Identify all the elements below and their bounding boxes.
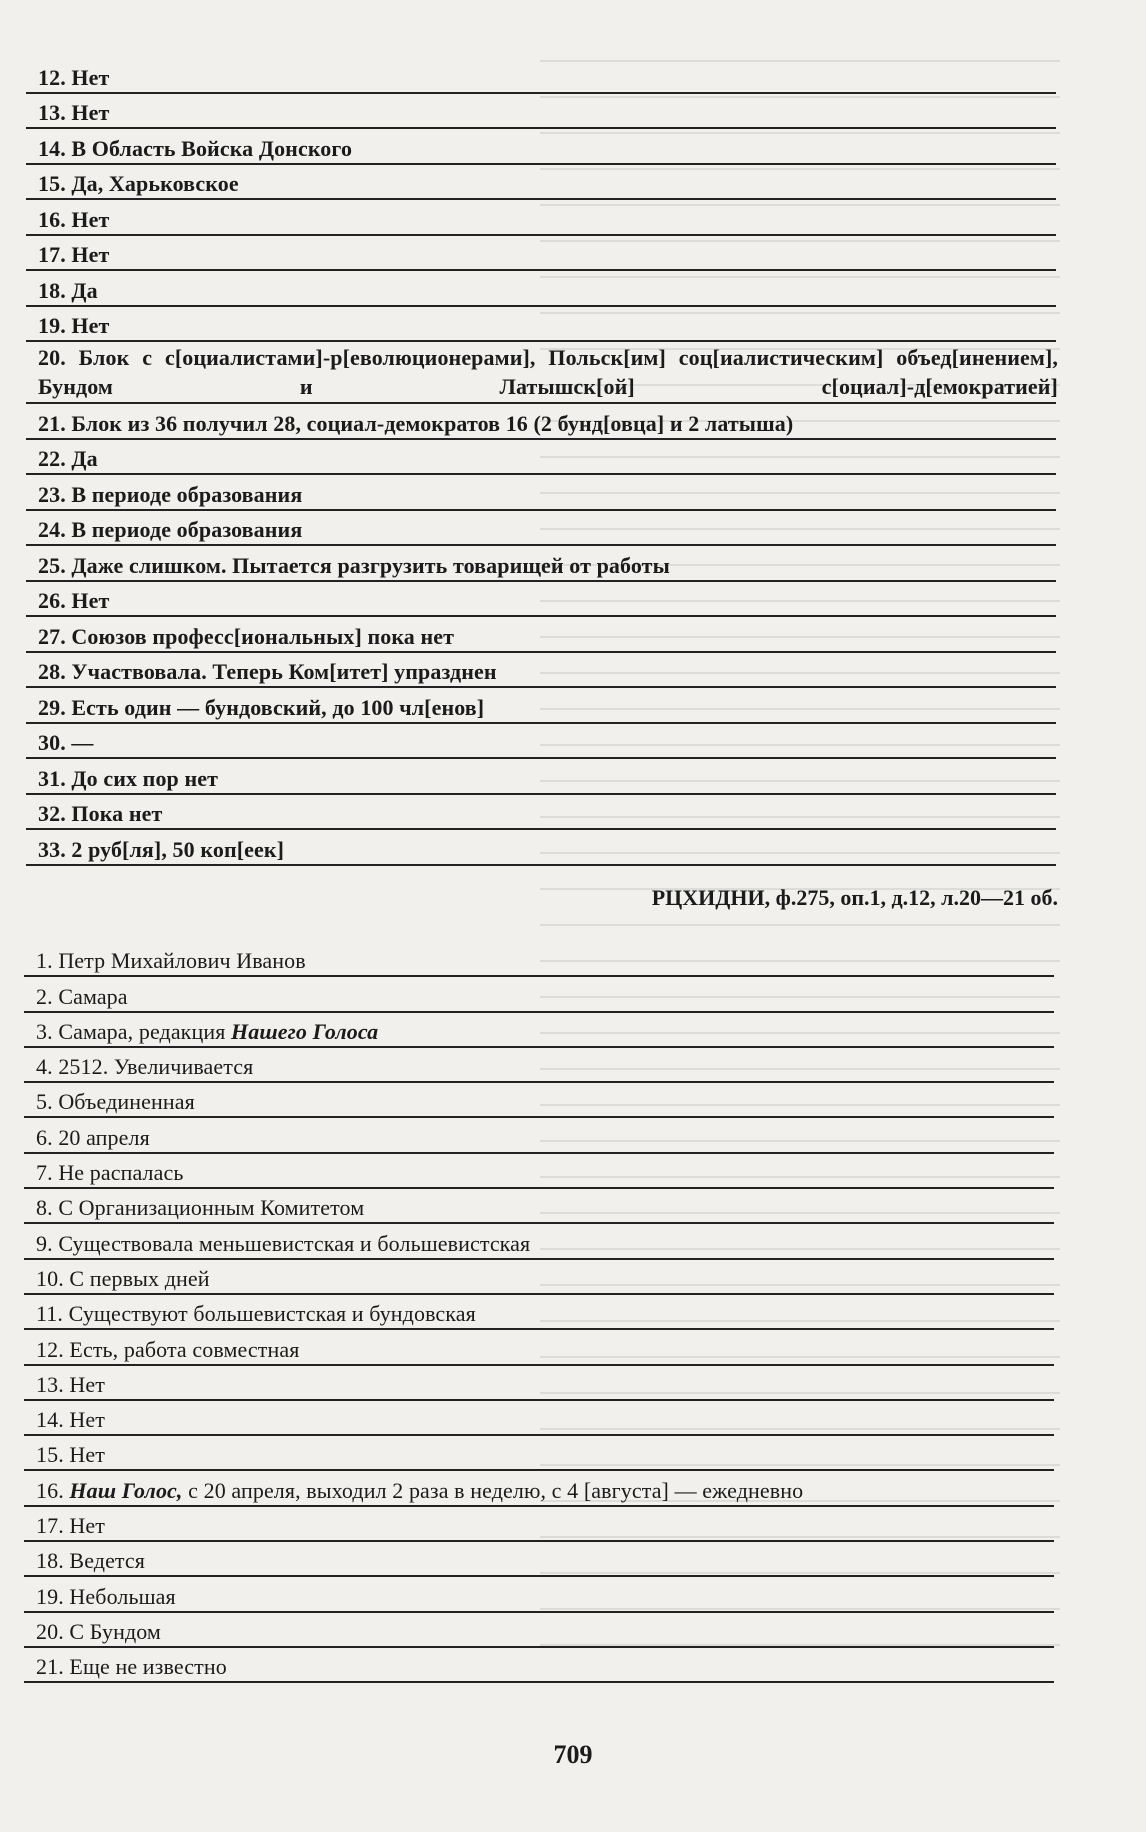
answer-row: 2. Самара (24, 977, 1054, 1012)
answer-row: 28. Участвовала. Теперь Ком[итет] упразднен (26, 653, 1056, 689)
newspaper-title: Нашего Голоса (231, 1018, 379, 1044)
answer-row: 9. Существовала меньшевистская и большевистская (24, 1224, 1054, 1259)
answer-row: 27. Союзов професс[иональных] пока нет (26, 617, 1056, 653)
answer-row: 13. Нет (26, 94, 1056, 130)
answer-row: 15. Нет (24, 1436, 1054, 1471)
answer-row: 29. Есть один — бундовский, до 100 чл[енов] (26, 688, 1056, 724)
answer-row: 22. Да (26, 440, 1056, 476)
answer-row: 23. В периоде образования (26, 475, 1056, 511)
answer-row: 20. Блок с с[оциалистами]-р[еволюционерами], Польск[им] соц[иалистическим] объед[инением], Бундом и Латышск[ой] с[оциал]-д[емократией] (26, 342, 1056, 404)
answer-row: 33. 2 руб[ля], 50 коп[еек] (26, 830, 1056, 866)
answer-row: 6. 20 апреля (24, 1118, 1054, 1153)
answer-row: 14. В Область Войска Донского (26, 129, 1056, 165)
answer-row: 13. Нет (24, 1366, 1054, 1401)
answer-row: 20. С Бундом (24, 1613, 1054, 1648)
answer-row: 17. Нет (26, 236, 1056, 272)
answer-row: 15. Да, Харьковское (26, 165, 1056, 201)
answer-row: 14. Нет (24, 1401, 1054, 1436)
answer-row: 31. До сих пор нет (26, 759, 1056, 795)
answer-row: 21. Еще не известно (24, 1648, 1054, 1683)
answer-row: 18. Ведется (24, 1542, 1054, 1577)
answer-row: 30. — (26, 724, 1056, 760)
answer-row: 16. Наш Голос, с 20 апреля, выходил 2 раза в неделю, с 4 [августа] — ежедневно (24, 1471, 1054, 1506)
newspaper-title: Наш Голос, (69, 1477, 183, 1503)
answer-row: 19. Небольшая (24, 1577, 1054, 1612)
answer-row: 19. Нет (26, 307, 1056, 343)
answer-row: 24. В периоде образования (26, 511, 1056, 547)
answer-row: 26. Нет (26, 582, 1056, 618)
answer-row: 32. Пока нет (26, 795, 1056, 831)
answer-row: 7. Не распалась (24, 1154, 1054, 1189)
answer-row: 4. 2512. Увеличивается (24, 1048, 1054, 1083)
answer-row: 5. Объединенная (24, 1083, 1054, 1118)
answer-row: 8. С Организационным Комитетом (24, 1189, 1054, 1224)
answer-row: 12. Есть, работа совместная (24, 1330, 1054, 1365)
answer-row: 10. С первых дней (24, 1260, 1054, 1295)
answer-row: 21. Блок из 36 получил 28, социал-демократов 16 (2 бунд[овца] и 2 латыша) (26, 404, 1056, 440)
archive-source-reference: РЦХИДНИ, ф.275, оп.1, д.12, л.20—21 об. (651, 885, 1058, 910)
answer-row: 17. Нет (24, 1507, 1054, 1542)
answer-row: 3. Самара, редакция Нашего Голоса (24, 1013, 1054, 1048)
answer-row: 25. Даже слишком. Пытается разгрузить товарищей от работы (26, 546, 1056, 582)
page-number: 709 (553, 1740, 593, 1769)
answer-row: 18. Да (26, 271, 1056, 307)
answer-row: 1. Петр Михайлович Иванов (24, 942, 1054, 977)
bottom-answer-list (24, 942, 1054, 1683)
answer-row: 11. Существуют большевистская и бундовская (24, 1295, 1054, 1330)
answer-row: 12. Нет (26, 58, 1056, 94)
answer-row: 16. Нет (26, 200, 1056, 236)
top-answer-list (26, 58, 1056, 866)
